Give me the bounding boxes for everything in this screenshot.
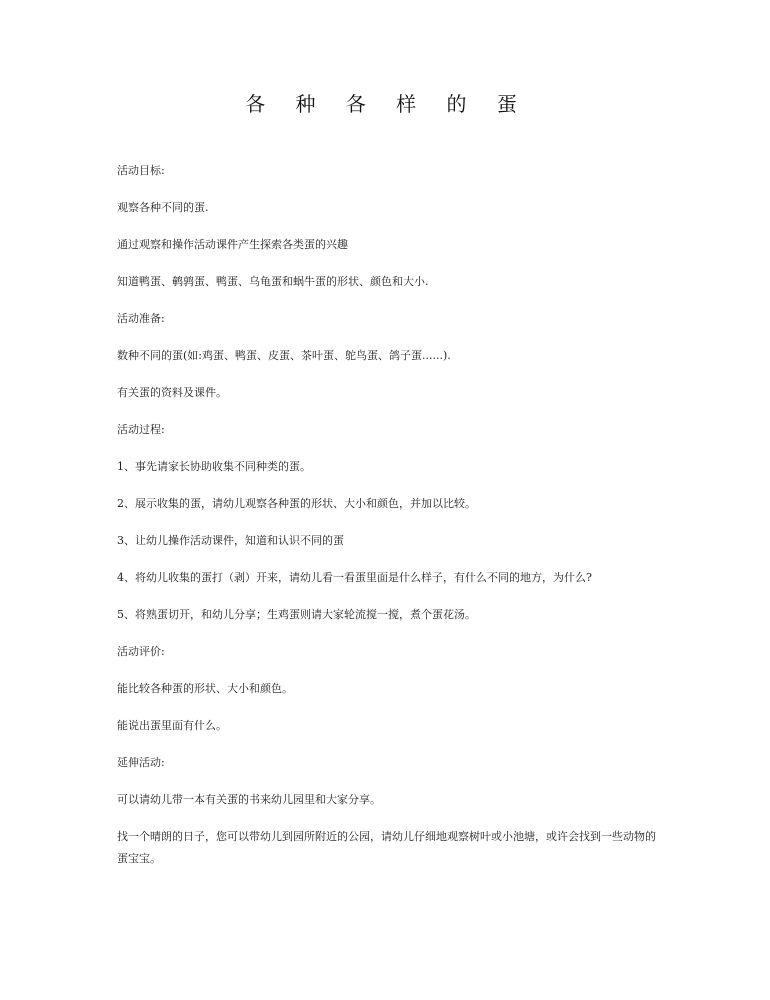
- list-item: 3、让幼儿操作活动课件，知道和认识不同的蛋: [117, 534, 344, 547]
- paragraph: 能说出蛋里面有什么。: [117, 719, 227, 732]
- paragraph: 观察各种不同的蛋.: [117, 201, 209, 214]
- section-heading-goals: 活动目标:: [117, 164, 165, 177]
- list-item: 5、将熟蛋切开，和幼儿分享；生鸡蛋则请大家轮流搅一搅，煮个蛋花汤。: [117, 608, 476, 621]
- document-title: 各 种 各 样 的 蛋: [245, 92, 529, 116]
- paragraph: 数种不同的蛋(如:鸡蛋、鸭蛋、皮蛋、茶叶蛋、鸵鸟蛋、鸽子蛋......).: [117, 349, 451, 362]
- paragraph: 有关蛋的资料及课件。: [117, 386, 227, 399]
- section-heading-preparation: 活动准备:: [117, 312, 165, 325]
- list-item: 1、事先请家长协助收集不同种类的蛋。: [117, 460, 311, 473]
- paragraph: 知道鸭蛋、鹌鹑蛋、鸭蛋、乌龟蛋和蜗牛蛋的形状、颜色和大小.: [117, 275, 429, 288]
- section-heading-evaluation: 活动评价:: [117, 645, 165, 658]
- paragraph: 可以请幼儿带一本有关蛋的书来幼儿园里和大家分享。: [117, 793, 381, 806]
- section-heading-process: 活动过程:: [117, 423, 165, 436]
- section-heading-extension: 延伸活动:: [117, 756, 165, 769]
- paragraph: 能比较各种蛋的形状、大小和颜色。: [117, 682, 293, 695]
- list-item: 2、展示收集的蛋，请幼儿观察各种蛋的形状、大小和颜色，并加以比较。: [117, 497, 476, 510]
- paragraph: 找一个晴朗的日子，您可以带幼儿到园所附近的公园，请幼儿仔细地观察树叶或小池塘，或许会找到一些动物的蛋宝宝。: [117, 830, 656, 865]
- list-item: 4、将幼儿收集的蛋打（剥）开来，请幼儿看一看蛋里面是什么样子，有什么不同的地方，为什么?: [117, 571, 592, 584]
- paragraph: 通过观察和操作活动课件产生探索各类蛋的兴趣: [117, 238, 348, 251]
